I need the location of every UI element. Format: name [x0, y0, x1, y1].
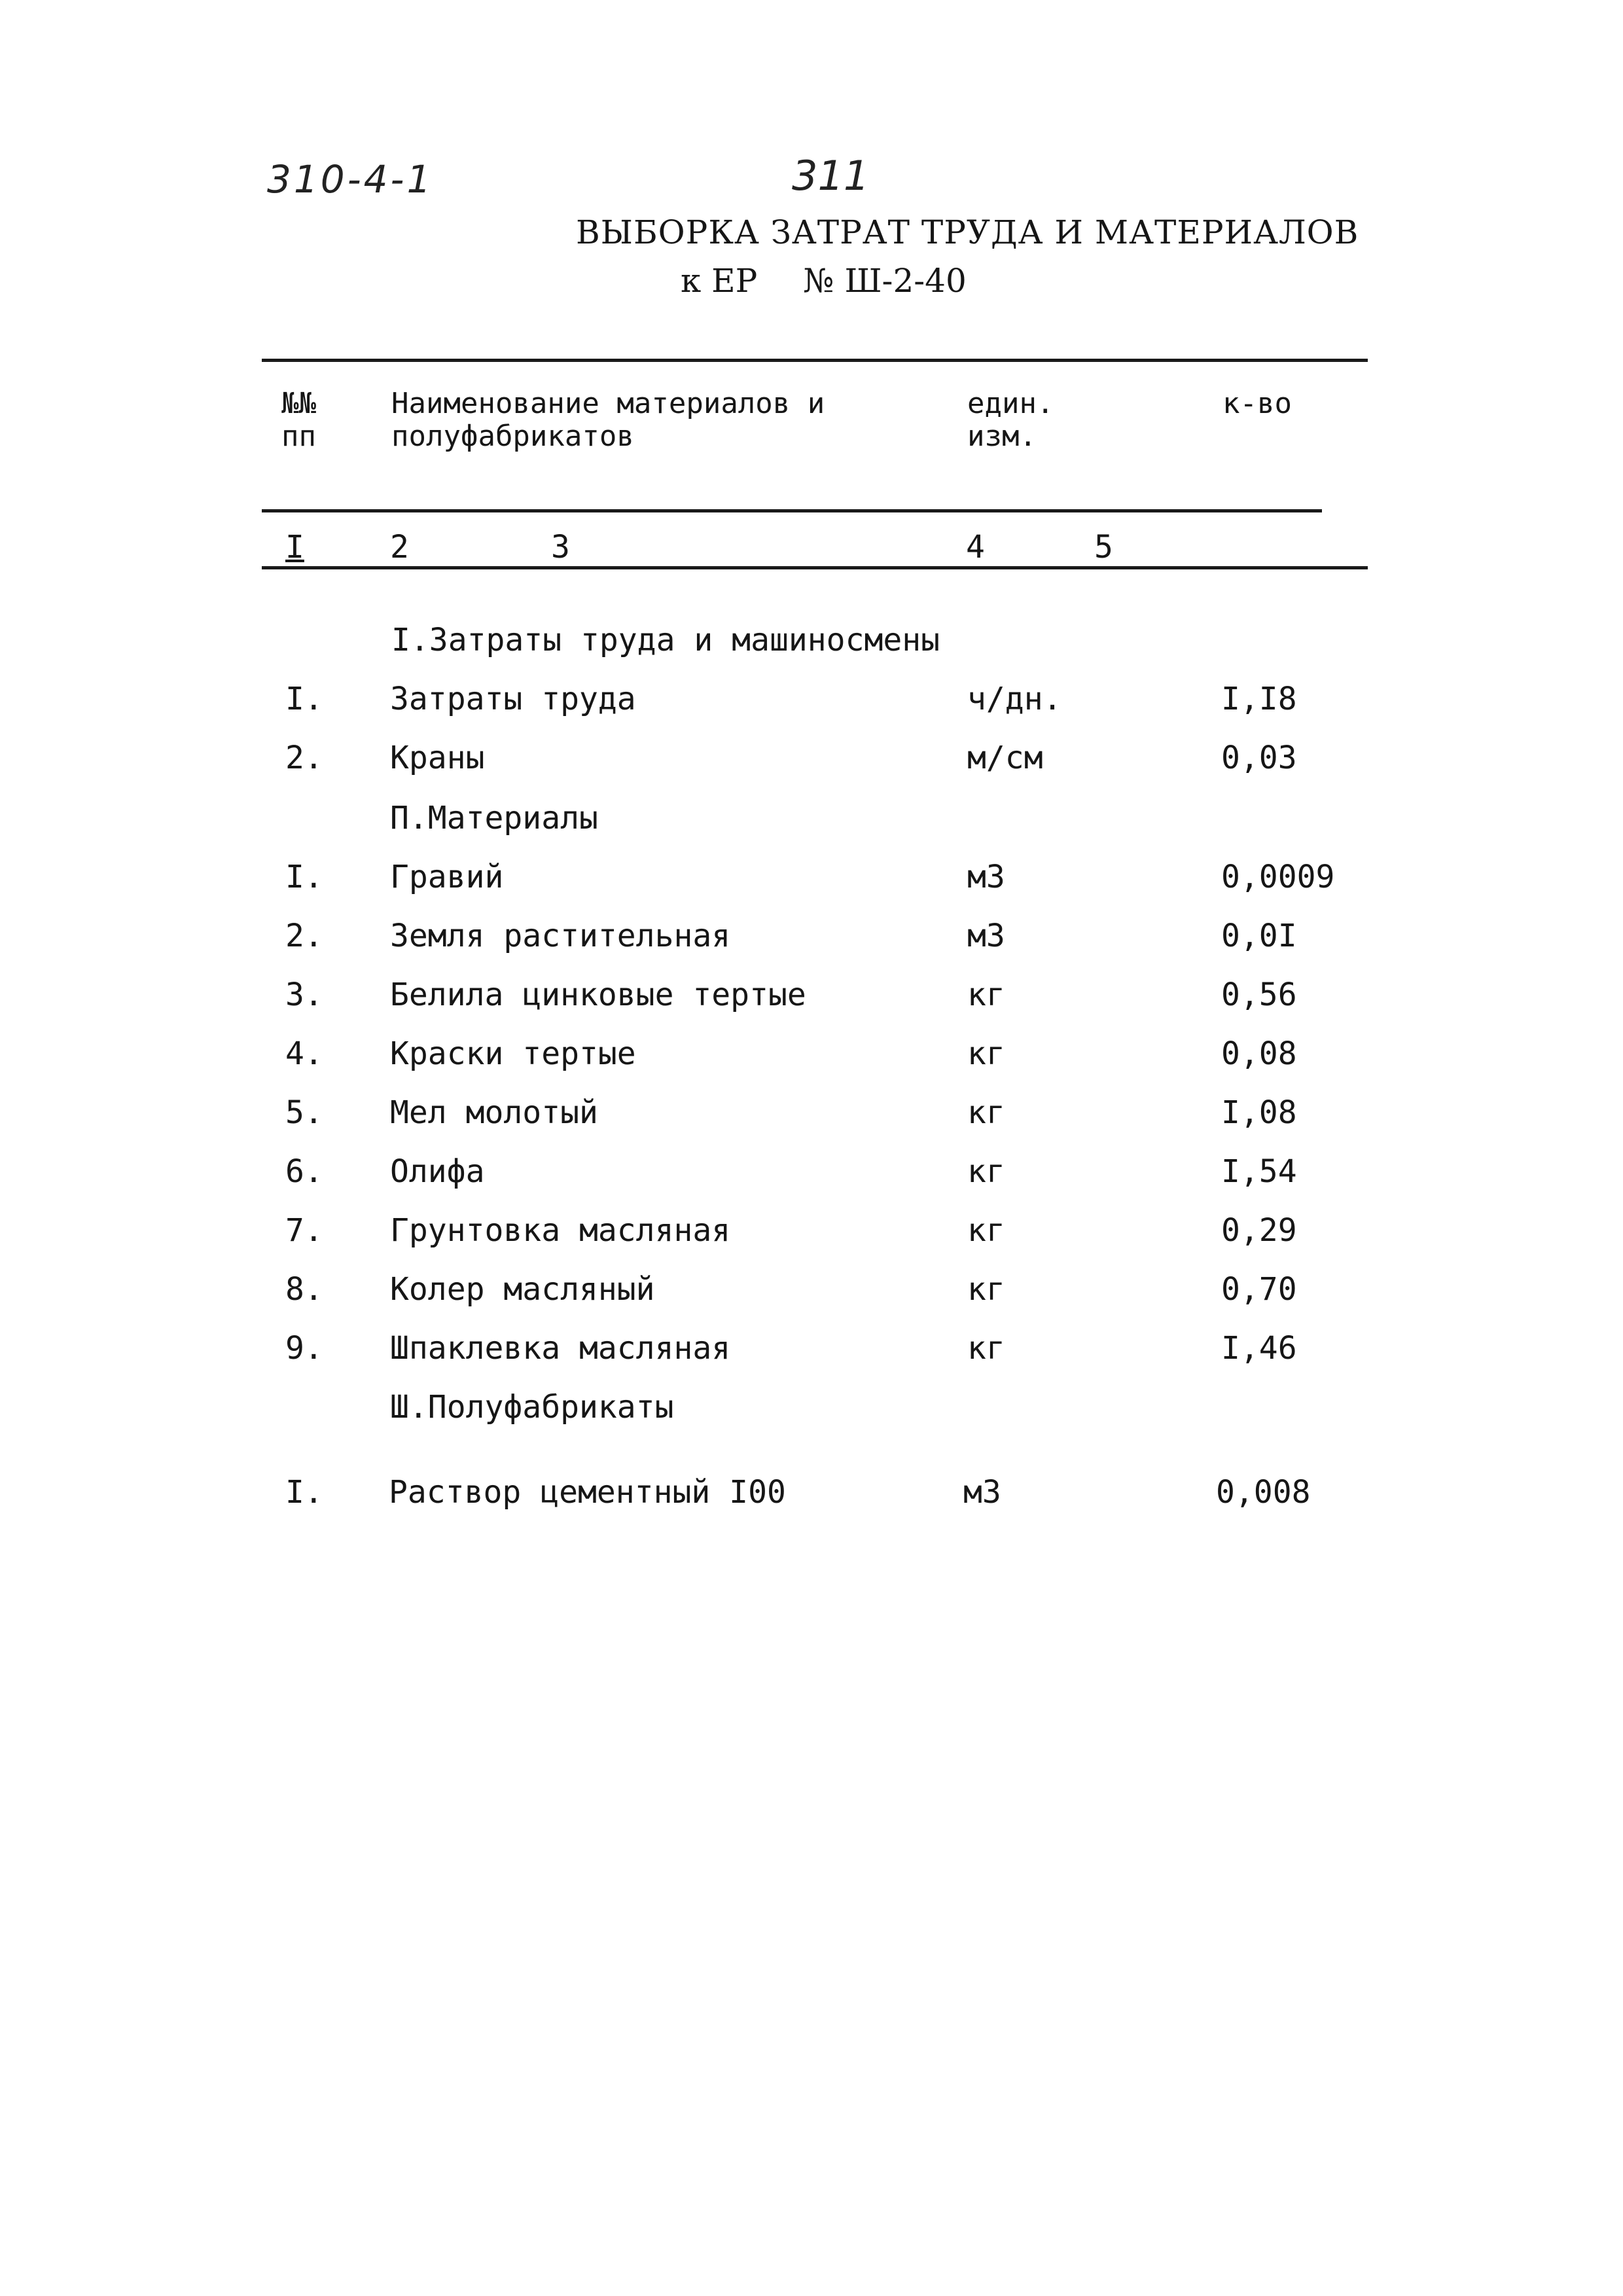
section-title: Ш.Полуфабрикаты	[390, 1389, 674, 1426]
row-number: I.	[285, 1474, 323, 1511]
row-quantity: 0,008	[1216, 1474, 1311, 1511]
column-number-5: 5	[1094, 529, 1113, 565]
row-unit: кг	[967, 1212, 1005, 1249]
column-number-1: I	[285, 529, 304, 565]
row-name: Мел молотый	[390, 1094, 598, 1131]
row-unit: кг	[967, 1271, 1005, 1308]
row-unit: ч/дн.	[967, 681, 1062, 717]
header-quantity: к-во	[1222, 387, 1292, 420]
header-number-line1: №№	[281, 387, 316, 420]
table-top-rule	[262, 359, 1368, 362]
row-number: 5.	[285, 1094, 323, 1131]
row-number: I.	[285, 859, 323, 895]
row-name: Белила цинковые тертые	[390, 977, 806, 1013]
row-name: Земля растительная	[390, 918, 731, 954]
row-number: 2.	[285, 740, 323, 776]
column-number-3: 3	[551, 529, 570, 565]
row-unit: кг	[967, 1094, 1005, 1131]
row-unit: кг	[967, 1035, 1005, 1072]
row-quantity: 0,70	[1221, 1271, 1297, 1308]
row-quantity: I,46	[1221, 1330, 1297, 1367]
document-title: ВЫБОРКА ЗАТРАТ ТРУДА И МАТЕРИАЛОВ	[576, 213, 1359, 251]
header-name-line1: Наименование материалов и	[391, 387, 825, 420]
row-unit: м3	[967, 918, 1005, 954]
header-unit	[967, 387, 1054, 453]
row-number: 2.	[285, 918, 323, 954]
subtitle-prefix: к ЕР	[681, 262, 758, 300]
header-name	[391, 387, 825, 453]
document-code: 310-4-1	[267, 157, 434, 202]
row-quantity: 0,0009	[1221, 859, 1335, 895]
row-unit: м3	[963, 1474, 1001, 1511]
row-name: Олифа	[390, 1153, 485, 1190]
row-quantity: 0,08	[1221, 1035, 1297, 1072]
row-quantity: I,I8	[1221, 681, 1297, 717]
section-title: П.Материалы	[390, 800, 598, 836]
table-header-rule	[262, 509, 1322, 512]
row-name: Раствор цементный I00	[389, 1474, 786, 1511]
row-number: 4.	[285, 1035, 323, 1072]
row-number: 8.	[285, 1271, 323, 1308]
row-name: Краски тертые	[390, 1035, 636, 1072]
row-unit: кг	[967, 1330, 1005, 1367]
row-quantity: I,08	[1221, 1094, 1297, 1131]
table-colnum-rule	[262, 566, 1368, 569]
row-unit: кг	[967, 1153, 1005, 1190]
row-number: 7.	[285, 1212, 323, 1249]
row-number: I.	[285, 681, 323, 717]
row-quantity: 0,56	[1221, 977, 1297, 1013]
column-number-2: 2	[390, 529, 409, 565]
row-quantity: 0,03	[1221, 740, 1297, 776]
row-unit: м3	[967, 859, 1005, 895]
page-number: 311	[792, 152, 870, 200]
row-number: 3.	[285, 977, 323, 1013]
row-quantity: 0,0I	[1221, 918, 1297, 954]
row-name: Колер масляный	[390, 1271, 655, 1308]
header-unit-line2: изм.	[967, 420, 1037, 453]
column-number-4: 4	[966, 529, 985, 565]
row-number: 6.	[285, 1153, 323, 1190]
header-unit-line1: един.	[967, 387, 1054, 420]
row-number: 9.	[285, 1330, 323, 1367]
row-name: Гравий	[390, 859, 504, 895]
row-quantity: I,54	[1221, 1153, 1297, 1190]
header-number	[281, 387, 316, 453]
section-title: I.Затраты труда и машиносмены	[391, 622, 940, 658]
row-unit: м/см	[967, 740, 1043, 776]
row-name: Краны	[390, 740, 485, 776]
header-number-line2: пп	[281, 420, 316, 453]
row-name: Затраты труда	[390, 681, 636, 717]
header-name-line2: полуфабрикатов	[391, 420, 634, 453]
subtitle-reference: № Ш-2-40	[803, 262, 967, 300]
row-unit: кг	[967, 977, 1005, 1013]
document-subtitle	[681, 262, 1012, 300]
row-name: Шпаклевка масляная	[390, 1330, 731, 1367]
row-quantity: 0,29	[1221, 1212, 1297, 1249]
row-name: Грунтовка масляная	[390, 1212, 731, 1249]
